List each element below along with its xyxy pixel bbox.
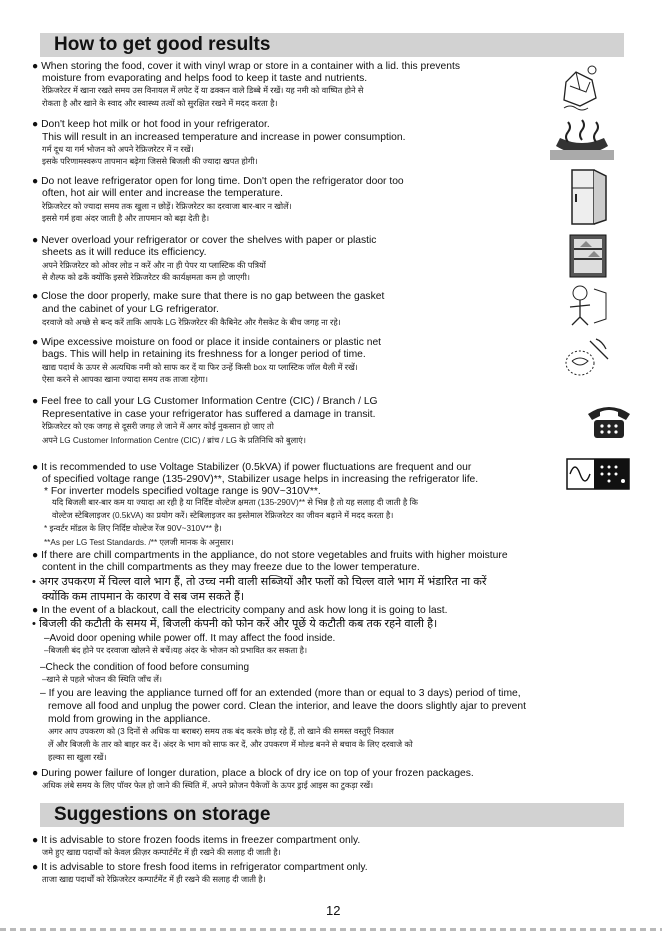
text-line: ● It is recommended to use Voltage Stabilizer (0.5kVA) if power fluctuations are frequent and our xyxy=(32,462,472,473)
text-line: ताजा खाद्य पदार्थों को रेफ्रिजरेटर कम्पार्टमेंट में ही रखने की सलाह दी जाती है। xyxy=(42,875,266,884)
text-line: – If you are leaving the appliance turned off for an extended (more than or equal to 3 days) period of time, xyxy=(40,688,521,699)
text-line: जमे हुए खाद्य पदार्थों को केवल फ्रीज़र कम्पार्टमेंट में ही रखने की सलाह दी जाती है। xyxy=(42,848,281,857)
text-line: ● It is advisable to store frozen foods items in freezer compartment only. xyxy=(32,835,361,846)
text-line: ● Feel free to call your LG Customer Information Centre (CIC) / Branch / LG xyxy=(32,396,378,407)
text-line: अपने रेफ्रिजरेटर को ओवर लोड न करें और ना ही पेपर या प्लास्टिक की पत्रियों xyxy=(42,261,266,270)
text-line: अधिक लंबे समय के लिए पॉवर फेल हो जाने की स्थिति में, अपने फ्रोजन पैकेजों के ऊपर ड्राई आइस का टुकड़ा रखें। xyxy=(42,781,374,790)
text-line: –Avoid door opening while power off. It may affect the food inside. xyxy=(44,633,336,644)
text-line: दरवाजे को अच्छे से बन्द करें ताकि आपके LG रेफ्रिजरेटर की कैबिनेट और गैसकेट के बीच जगह ना रहे। xyxy=(42,318,341,327)
text-line: ● When storing the food, cover it with vinyl wrap or store in a container with a lid. this prevents xyxy=(32,61,461,72)
text-line: लें और बिजली के तार को बाहर कर दें। अंदर के भाग को साफ कर दें, और उपकरण में मोल्ड बनने से बचाव के लिए दरवाजे को xyxy=(48,740,413,749)
text-line: bags. This will help in retaining its freshness for a longer period of time. xyxy=(42,349,366,360)
open-refrigerator-icon xyxy=(568,168,608,226)
text-line: Representative in case your refrigerator has suffered a damage in transit. xyxy=(42,409,376,420)
text-line: रेफ्रिजरेटर में खाना रखते समय उस विनायल में लपेट दें या ढक्कन वाले डिब्बे में रखें। यह नमी को वाष्पित होने से xyxy=(42,86,364,95)
text-line: ● Don't keep hot milk or hot food in your refrigerator. xyxy=(32,119,270,130)
text-line: mold from growing in the appliance. xyxy=(48,714,211,725)
text-line: –खाने से पहले भोजन की स्थिति जाँच लें। xyxy=(42,675,163,684)
text-line: ऐसा करने से आपका खाना ज्यादा समय तक ताजा रहेगा। xyxy=(42,375,208,384)
telephone-icon xyxy=(584,398,634,442)
text-line: ● Wipe excessive moisture on food or place it inside containers or plastic net xyxy=(32,337,382,348)
text-line: This will result in an increased temperature and increase in power consumption. xyxy=(42,132,406,143)
text-line: रोकता है और खाने के स्वाद और स्वास्थ्य तत्वों को सुरक्षित रखने में मदद करता है। xyxy=(42,99,278,108)
crop-line xyxy=(0,928,662,931)
text-line: moisture from evaporating and helps food to keep it taste and nutrients. xyxy=(42,73,368,84)
text-line: खाद्य पदार्थ के ऊपर से अत्यधिक नमी को साफ कर दें या फिर उन्हें किसी box या प्लास्टिक जॉल थैली में रखें। xyxy=(42,363,358,372)
overloaded-shelves-icon xyxy=(568,233,608,279)
section-header-storage xyxy=(40,803,624,827)
text-line: content in the chill compartments as they may freeze due to the lower temperature. xyxy=(42,562,420,573)
door-gasket-illustration-icon xyxy=(562,283,610,327)
text-line: often, hot air will enter and increase the temperature. xyxy=(42,188,283,199)
text-line: से शैल्फ को ढकें क्योंकि इससे रेफ्रिजरेटर की कार्यक्षमता कम हो जाएगी। xyxy=(42,273,251,282)
text-line: हल्का सा खुला रखें। xyxy=(48,753,107,762)
text-line: * इन्वर्टर मॉडल के लिए निर्दिष्ट वोल्टेज रेंज 90V~310V** है। xyxy=(44,524,222,533)
text-line: –बिजली बंद होने पर दरवाजा खोलने से बचें।यह अंदर के भोजन को प्रभावित कर सकता है। xyxy=(44,646,308,655)
text-line: * For inverter models specified voltage range is 90V~310V**. xyxy=(44,486,321,497)
text-line: remove all food and unplug the power cord. Clean the interior, and leave the doors slightly ajar to prevent xyxy=(48,701,526,712)
text-line: यदि बिजली बार-बार कम या ज्यादा आ रही है या निर्दिष्ट वोल्टेज क्षमता (135-290V)** से भिन्न है तो यह सलाह दी जाती है कि xyxy=(52,498,418,507)
text-line: sheets as it will reduce its efficiency. xyxy=(42,247,207,258)
text-line: • बिजली की कटौती के समय में, बिजली कंपनी को फोन करें और पूछें ये कटौती कब तक रहने वाली है। xyxy=(32,618,438,630)
text-line: –Check the condition of food before consuming xyxy=(40,662,250,673)
text-line: ● Do not leave refrigerator open for long time. Don't open the refrigerator door too xyxy=(32,176,404,187)
text-line: **As per LG Test Standards. /** एलजी मानक के अनुसार। xyxy=(44,538,234,547)
section-title: Suggestions on storage xyxy=(54,804,271,825)
text-line: रेफ्रिजरेटर को ज्यादा समय तक खुला न छोड़ें। रेफ्रिजरेटर का दरवाजा बार-बार न खोलें। xyxy=(42,202,292,211)
text-line: and the cabinet of your LG refrigerator. xyxy=(42,304,219,315)
text-line: • अगर उपकरण में चिल्ल वाले भाग हैं, तो उच्च नमी वाली सब्जियों और फलों को चिल्ल वाले भाग में भंडारित ना करें xyxy=(32,576,487,588)
text-line: ● Never overload your refrigerator or cover the shelves with paper or plastic xyxy=(32,235,377,246)
text-line: ● During power failure of longer duration, place a block of dry ice on top of your frozen packages. xyxy=(32,768,474,779)
text-line: इसके परिणामस्वरूप तापमान बढ़ेगा जिससे बिजली की ज्यादा खपत होगी। xyxy=(42,157,258,166)
text-line: क्योंकि कम तापमान के कारण वे सब जम सकते हैं। xyxy=(42,591,245,603)
voltage-stabilizer-icon xyxy=(566,458,630,490)
text-line: गर्म दूध या गर्म भोजन को अपने रेफ्रिजरेटर में न रखें। xyxy=(42,145,194,154)
section-title: How to get good results xyxy=(54,34,271,55)
text-line: ● If there are chill compartments in the appliance, do not store vegetables and fruits with higher moisture xyxy=(32,550,508,561)
text-line: ● Close the door properly, make sure that there is no gap between the gasket xyxy=(32,291,385,302)
text-line: of specified voltage range (135-290V)**, Stabilizer usage helps in increasing the refrigerator life. xyxy=(42,474,479,485)
section-header-good-results xyxy=(40,33,624,57)
text-line: अपने LG Customer Information Centre (CIC) / ब्रांच / LG के प्रतिनिधि को बुलाएं। xyxy=(42,436,306,445)
page-number: 12 xyxy=(326,903,341,918)
text-line: अगर आप उपकरण को (3 दिनों से अधिक या बराबर) समय तक बंद करके छोड़ रहे हैं, तो खाने की समस्त वस्तुएँ निकाल xyxy=(48,727,394,736)
text-line: ● In the event of a blackout, call the electricity company and ask how long it is going to last. xyxy=(32,605,448,616)
text-line: ● It is advisable to store fresh food items in refrigerator compartment only. xyxy=(32,862,368,873)
text-line: रेफ्रिजरेटर को एक जगह से दूसरी जगह ले जाने में अगर कोई नुकसान हो जाए तो xyxy=(42,422,274,431)
wiping-moisture-icon xyxy=(560,333,614,385)
wrapped-food-illustration-icon xyxy=(556,60,604,114)
text-line: वोल्टेज स्टेबिलाइजर (0.5kVA) का प्रयोग करें। स्टेबिलाइजर का इस्तेमाल रेफ्रिजरेटर का जीवन बढ़ाने में मदद करता है। xyxy=(52,511,394,520)
hot-food-illustration-icon xyxy=(546,118,618,164)
text-line: इससे गर्म हवा अंदर जाती है और तापमान को बढ़ा देती है। xyxy=(42,214,210,223)
